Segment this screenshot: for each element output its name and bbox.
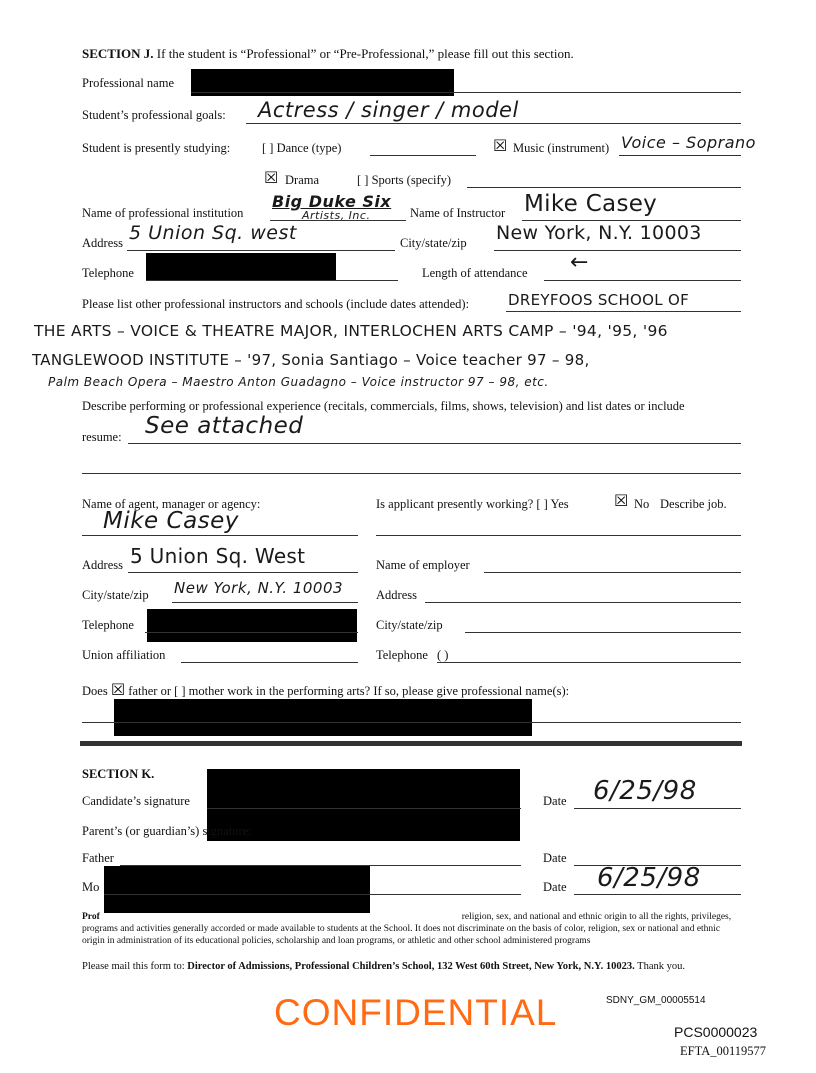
goals-line xyxy=(246,123,741,124)
other-instructors-line3: TANGLEWOOD INSTITUTE – '97, Sonia Santiago – Voice teacher 97 – 98, xyxy=(32,351,590,369)
father-date-label: Date xyxy=(543,851,567,865)
section-divider xyxy=(80,741,742,746)
candidate-date-label: Date xyxy=(543,794,567,808)
goals-value: Actress / singer / model xyxy=(258,98,519,122)
section-k-heading-text: SECTION K. xyxy=(82,767,155,781)
professional-name-line xyxy=(191,92,741,93)
agent-telephone-line xyxy=(145,632,358,633)
address-line xyxy=(127,250,395,251)
telephone-label: Telephone xyxy=(82,266,134,280)
other-instructors-line1: DREYFOOS SCHOOL OF xyxy=(508,291,689,309)
mail-pre: Please mail this form to: xyxy=(82,961,185,972)
institution-label: Name of professional institution xyxy=(82,206,244,220)
address-value: 5 Union Sq. west xyxy=(129,222,297,244)
bates-number-pcs: PCS0000023 xyxy=(674,1024,758,1040)
father-label: Father xyxy=(82,851,114,865)
mother-date-value: 6/25/98 xyxy=(597,863,701,893)
section-j-heading: SECTION J. xyxy=(82,46,154,61)
job-line xyxy=(376,535,741,536)
agent-line xyxy=(82,535,358,536)
union-label: Union affiliation xyxy=(82,648,166,662)
studying-label: Student is presently studying: xyxy=(82,141,231,155)
parents-question xyxy=(82,680,569,699)
emp-address-label: Address xyxy=(376,588,417,602)
father-checkbox-icon: ☒ xyxy=(110,680,126,699)
redaction-signatures xyxy=(207,769,520,841)
section-j-intro: If the student is “Professional” or “Pre-Professional,” please fill out this section. xyxy=(156,46,574,61)
music-checkbox-icon: ☒ xyxy=(493,136,508,155)
mother-signature-line xyxy=(104,894,521,895)
drama-label: Drama xyxy=(285,173,320,187)
confidential-stamp: CONFIDENTIAL xyxy=(274,992,558,1033)
no-label: No xyxy=(634,497,650,511)
institution-value-line2: Artists, Inc. xyxy=(302,209,371,222)
parents-question-post: father or [ ] mother work in the performing arts? If so, please give professional name(s): xyxy=(128,684,570,698)
agent-value: Mike Casey xyxy=(103,508,239,534)
mother-date-label: Date xyxy=(543,880,567,894)
non-discrimination-policy xyxy=(82,911,742,947)
policy-start: Prof xyxy=(82,912,100,922)
resume-line-2 xyxy=(82,473,741,474)
attendance-value: ← xyxy=(570,250,589,275)
other-line-1 xyxy=(506,311,741,312)
city-line xyxy=(494,250,741,251)
bates-number-sdny: SDNY_GM_00005514 xyxy=(606,995,706,1006)
candidate-signature-label: Candidate’s signature xyxy=(82,794,190,808)
candidate-date-line xyxy=(574,808,741,809)
agent-city-line xyxy=(172,602,358,603)
resume-line xyxy=(128,443,741,444)
union-line xyxy=(181,662,358,663)
mail-instructions xyxy=(82,961,685,972)
city-label: City/state/zip xyxy=(400,236,467,250)
telephone-line xyxy=(146,280,398,281)
mail-post: Thank you. xyxy=(637,961,685,972)
agent-telephone-label: Telephone xyxy=(82,618,134,632)
professional-name-label: Professional name xyxy=(82,76,174,90)
mother-label: Mo xyxy=(82,880,100,894)
mother-date-line xyxy=(574,894,741,895)
parents-line xyxy=(82,722,741,723)
emp-address-line xyxy=(425,602,741,603)
sports-option: [ ] Sports (specify) xyxy=(357,173,452,187)
redaction-agent-telephone xyxy=(147,609,357,642)
describe-job-label: Describe job. xyxy=(660,497,727,511)
instructor-label: Name of Instructor xyxy=(410,206,506,220)
section-j-header xyxy=(82,46,574,62)
agent-address-label: Address xyxy=(82,558,123,572)
emp-city-label: City/state/zip xyxy=(376,618,443,632)
candidate-signature-line xyxy=(207,808,521,809)
emp-telephone-line xyxy=(437,662,741,663)
music-value: Voice – Soprano xyxy=(621,133,756,152)
employer-label: Name of employer xyxy=(376,558,470,572)
address-label: Address xyxy=(82,236,123,250)
music-label: Music (instrument) xyxy=(513,141,610,155)
redaction-mother xyxy=(104,866,370,913)
instructor-value: Mike Casey xyxy=(524,191,658,217)
instructor-line xyxy=(522,220,741,221)
attendance-label: Length of attendance xyxy=(422,266,528,280)
emp-telephone-label: Telephone xyxy=(376,648,428,662)
redaction-parent-name xyxy=(114,699,532,736)
other-instructors-label: Please list other professional instructors and schools (include dates attended): xyxy=(82,297,470,311)
agent-address-line xyxy=(128,572,358,573)
goals-label: Student’s professional goals: xyxy=(82,108,226,122)
agent-address-value: 5 Union Sq. West xyxy=(130,544,306,568)
dance-option: [ ] Dance (type) xyxy=(262,141,342,155)
no-checkbox-icon: ☒ xyxy=(614,491,629,510)
resume-label: resume: xyxy=(82,430,122,444)
candidate-date-value: 6/25/98 xyxy=(593,776,697,806)
agent-city-label: City/state/zip xyxy=(82,588,149,602)
policy-text: religion, sex, and national and ethnic origin to all the rights, privileges, programs and activities generally accorded or made available to students at the School. It does not discriminate on the basis of color, religion, sex or national and ethnic origin in administration of its educational policies, scholarship and loan programs, or athletic and other school administered programs xyxy=(82,912,732,946)
parents-question-pre: Does xyxy=(82,684,108,698)
music-line xyxy=(619,155,741,156)
emp-city-line xyxy=(465,632,741,633)
bates-number-efta: EFTA_00119577 xyxy=(680,1044,767,1058)
sports-line xyxy=(467,187,741,188)
agent-label: Name of agent, manager or agency: xyxy=(82,497,261,511)
city-value: New York, N.Y. 10003 xyxy=(496,222,702,244)
parent-signature-label: Parent’s (or guardian’s) signature: xyxy=(82,824,252,838)
describe-label: Describe performing or professional experience (recitals, commercials, films, shows, television) and list dates or include xyxy=(82,399,685,413)
other-instructors-line4: Palm Beach Opera – Maestro Anton Guadagno – Voice instructor 97 – 98, etc. xyxy=(48,375,549,389)
institution-line xyxy=(270,220,406,221)
institution-value: Big Duke Six xyxy=(272,192,392,211)
drama-checkbox-icon: ☒ xyxy=(264,168,279,187)
redaction-telephone xyxy=(146,253,336,281)
attendance-line xyxy=(544,280,741,281)
mail-address: Director of Admissions, Professional Children’s School, 132 West 60th Street, New York, N.Y. 10023. xyxy=(187,961,635,972)
agent-city-value: New York, N.Y. 10003 xyxy=(174,579,344,597)
dance-line xyxy=(370,155,476,156)
employer-line xyxy=(484,572,741,573)
working-label: Is applicant presently working? [ ] Yes xyxy=(376,497,569,511)
other-instructors-line2: THE ARTS – VOICE & THEATRE MAJOR, INTERLOCHEN ARTS CAMP – '94, '95, '96 xyxy=(34,322,668,340)
section-k-heading xyxy=(82,767,154,782)
emp-telephone-value: ( ) xyxy=(437,648,449,662)
resume-value: See attached xyxy=(145,413,304,439)
